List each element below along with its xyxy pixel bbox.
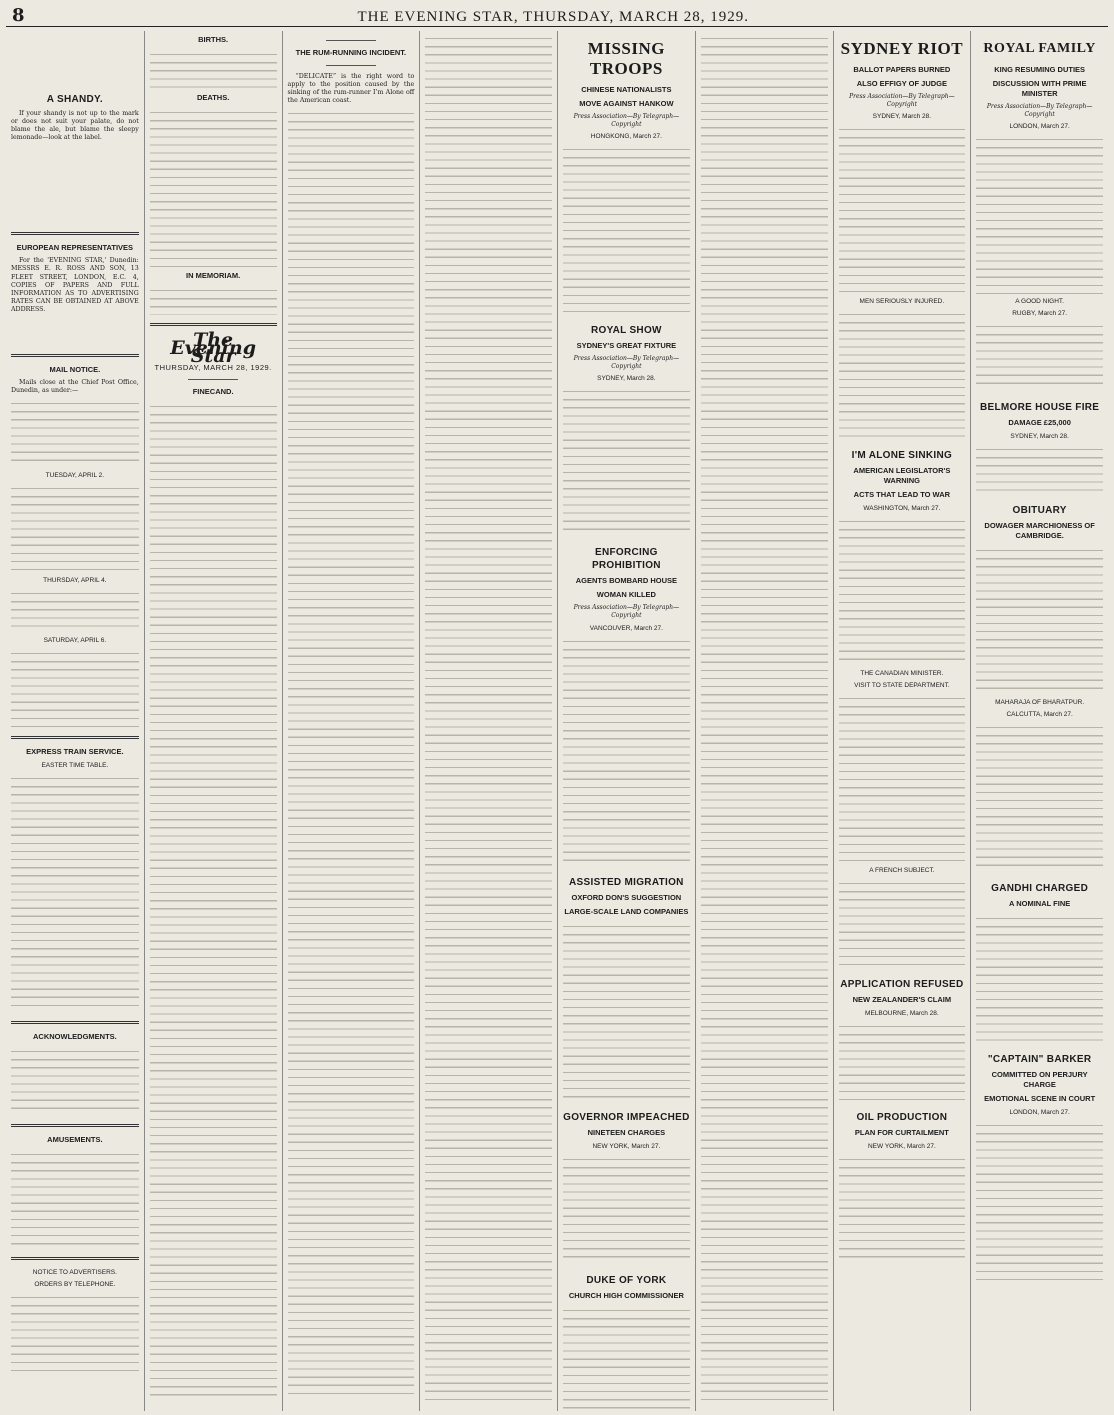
- heading-express-train: EXPRESS TRAIN SERVICE.: [26, 747, 124, 757]
- subheading: SYDNEY'S GREAT FIXTURE: [576, 341, 677, 351]
- subheading: A NOMINAL FINE: [1009, 899, 1071, 909]
- column-1: [6, 31, 144, 1411]
- subheading: A GOOD NIGHT.: [1015, 298, 1064, 306]
- columns: [6, 31, 1108, 1411]
- subheading: NEW ZEALANDER'S CLAIM: [852, 995, 952, 1005]
- page-number: 8: [12, 5, 25, 26]
- heading-royal-family: ROYAL FAMILY: [983, 41, 1096, 56]
- paragraph: If your shandy is not up to the mark or does not suit your palate, do not blame the ale, but blame the sleepy lemonade—look at the label.: [11, 110, 139, 142]
- heading-oil-production: OIL PRODUCTION: [856, 1112, 948, 1124]
- heading-captain-barker: "CAPTAIN" BARKER: [987, 1054, 1092, 1066]
- dateline: HONGKONG, March 27.: [590, 133, 662, 141]
- subheading: DISCUSSION WITH PRIME MINISTER: [992, 79, 1087, 98]
- heading-sydney-riot: SYDNEY RIOT: [840, 39, 964, 58]
- subheading: ALSO EFFIGY OF JUDGE: [856, 79, 948, 88]
- dateline: CALCUTTA, March 27.: [1006, 711, 1073, 719]
- subheading: LARGE-SCALE LAND COMPANIES: [564, 906, 689, 916]
- subheading: DAMAGE £25,000: [1008, 418, 1071, 428]
- agency-credit: Press Association—By Telegraph—Copyright: [849, 93, 955, 109]
- subheading: ACTS THAT LEAD TO WAR: [853, 490, 951, 500]
- heading-deaths: DEATHS.: [196, 93, 230, 102]
- dateline: LONDON, March 27.: [1009, 123, 1070, 131]
- heading-thursday: THURSDAY, APRIL 4.: [43, 577, 107, 585]
- dateline: NEW YORK, March 27.: [592, 1142, 661, 1150]
- column-5: [557, 31, 695, 1411]
- subheading: MOVE AGAINST HANKOW: [579, 99, 674, 108]
- column-3: [282, 31, 420, 1411]
- subheading: MEN SERIOUSLY INJURED.: [859, 298, 945, 306]
- agency-credit: Press Association—By Telegraph—Copyright: [573, 113, 680, 129]
- subheading: AGENTS BOMBARD HOUSE: [575, 576, 677, 586]
- heading-notice-to-advertisers: NOTICE TO ADVERTISERS.: [32, 1269, 117, 1277]
- column-6: [695, 31, 833, 1411]
- heading-duke-of-york: DUKE OF YORK: [586, 1274, 667, 1286]
- heading-european-representatives: EUROPEAN REPRESENTATIVES: [16, 243, 134, 253]
- paragraph: For the 'EVENING STAR,' Dunedin: MESSRS E. R. ROSS AND SON, 13 FLEET STREET, LONDON, E.C. 4, COPIES OF PAPERS AND FULL INFORMATION AS TO ADVERTISING RATES CAN BE OBTAINED AT ABOVE ADDRESS.: [11, 257, 139, 313]
- subheading: NINETEEN CHARGES: [587, 1127, 666, 1137]
- subheading: PLAN FOR CURTAILMENT: [854, 1128, 949, 1138]
- column-4: [419, 31, 557, 1411]
- heading-amusements: AMUSEMENTS.: [47, 1135, 103, 1145]
- dateline: SYDNEY, March 28.: [1010, 433, 1069, 441]
- paragraph: “DELICATE” is the right word to apply to the position caused by the sinking of the rum-runner I’m Alone off the American coast.: [287, 73, 415, 105]
- heading-rum-running: THE RUM-RUNNING INCIDENT.: [295, 48, 407, 57]
- dateline: VANCOUVER, March 27.: [589, 624, 663, 632]
- heading-saturday: SATURDAY, APRIL 6.: [43, 637, 107, 645]
- heading-acknowledgments: ACKNOWLEDGMENTS.: [33, 1032, 117, 1042]
- subheading: WOMAN KILLED: [596, 590, 656, 600]
- heading-a-shandy: A SHANDY.: [46, 94, 103, 105]
- heading-assisted-migration: ASSISTED MIGRATION: [569, 876, 684, 888]
- heading-gandhi-charged: GANDHI CHARGED: [991, 883, 1089, 895]
- subheading: CHURCH HIGH COMMISSIONER: [568, 1290, 684, 1300]
- column-7: [833, 31, 971, 1411]
- agency-credit: Press Association—By Telegraph—Copyright: [986, 103, 1093, 119]
- subheading: OXFORD DON'S SUGGESTION: [571, 892, 682, 902]
- subheading: KING RESUMING DUTIES: [994, 65, 1086, 74]
- heading-easter-time-table: EASTER TIME TABLE.: [41, 762, 109, 770]
- heading-finecand: FINECAND.: [192, 387, 234, 397]
- heading-application-refused: APPLICATION REFUSED: [840, 979, 964, 991]
- dateline: MELBOURNE, March 28.: [865, 1010, 939, 1018]
- heading-royal-show: ROYAL SHOW: [590, 325, 662, 337]
- dateline: NEW YORK, March 27.: [867, 1143, 936, 1151]
- heading-births: BIRTHS.: [198, 35, 229, 44]
- subheading: VISIT TO STATE DEPARTMENT.: [854, 682, 950, 690]
- heading-mail-notice: MAIL NOTICE.: [49, 365, 101, 375]
- heading-governor-impeached: GOVERNOR IMPEACHED: [563, 1111, 690, 1123]
- masthead: [6, 4, 1108, 27]
- page-header-title: THE EVENING STAR, THURSDAY, MARCH 28, 1929.: [357, 9, 750, 25]
- dateline: RUGBY, March 27.: [1012, 310, 1068, 318]
- subheading: BALLOT PAPERS BURNED: [853, 65, 951, 74]
- heading-in-memoriam: IN MEMORIAM.: [186, 271, 241, 280]
- subheading: COMMITTED ON PERJURY CHARGE: [991, 1070, 1088, 1090]
- heading-obituary: OBITUARY: [1012, 505, 1067, 517]
- column-2: [144, 31, 282, 1411]
- subheading: AMERICAN LEGISLATOR'S WARNING: [853, 466, 951, 486]
- subheading: DOWAGER MARCHIONESS OF CAMBRIDGE.: [984, 521, 1095, 541]
- agency-credit: Press Association—By Telegraph—Copyright: [573, 604, 680, 620]
- subheading: EMOTIONAL SCENE IN COURT: [984, 1094, 1096, 1104]
- heading-im-alone-sinking: I'M ALONE SINKING: [851, 450, 953, 462]
- paragraph: Mails close at the Chief Post Office, Dunedin, as under:—: [11, 379, 139, 395]
- heading-orders-by-telephone: ORDERS BY TELEPHONE.: [34, 1281, 116, 1289]
- heading-tuesday: TUESDAY, APRIL 2.: [45, 472, 105, 480]
- heading-enforcing-prohibition: ENFORCING PROHIBITION: [591, 547, 661, 572]
- paper-nameplate: The Evening Star: [170, 329, 256, 368]
- dateline: WASHINGTON, March 27.: [863, 505, 941, 513]
- subheading: CHINESE NATIONALISTS: [581, 85, 672, 94]
- subheading: A FRENCH SUBJECT.: [869, 867, 935, 875]
- agency-credit: Press Association—By Telegraph—Copyright: [573, 355, 680, 371]
- dateline: THURSDAY, MARCH 28, 1929.: [154, 363, 272, 373]
- dateline: SYDNEY, March 28.: [597, 375, 656, 383]
- subheading: MAHARAJA OF BHARATPUR.: [995, 699, 1085, 707]
- subheading: THE CANADIAN MINISTER.: [860, 670, 944, 678]
- heading-missing-troops: MISSING TROOPS: [587, 39, 665, 78]
- column-8: [970, 31, 1108, 1411]
- dateline: SYDNEY, March 28.: [872, 113, 932, 121]
- dateline: LONDON, March 27.: [1009, 1109, 1070, 1117]
- heading-belmore-house-fire: BELMORE HOUSE FIRE: [979, 402, 1100, 414]
